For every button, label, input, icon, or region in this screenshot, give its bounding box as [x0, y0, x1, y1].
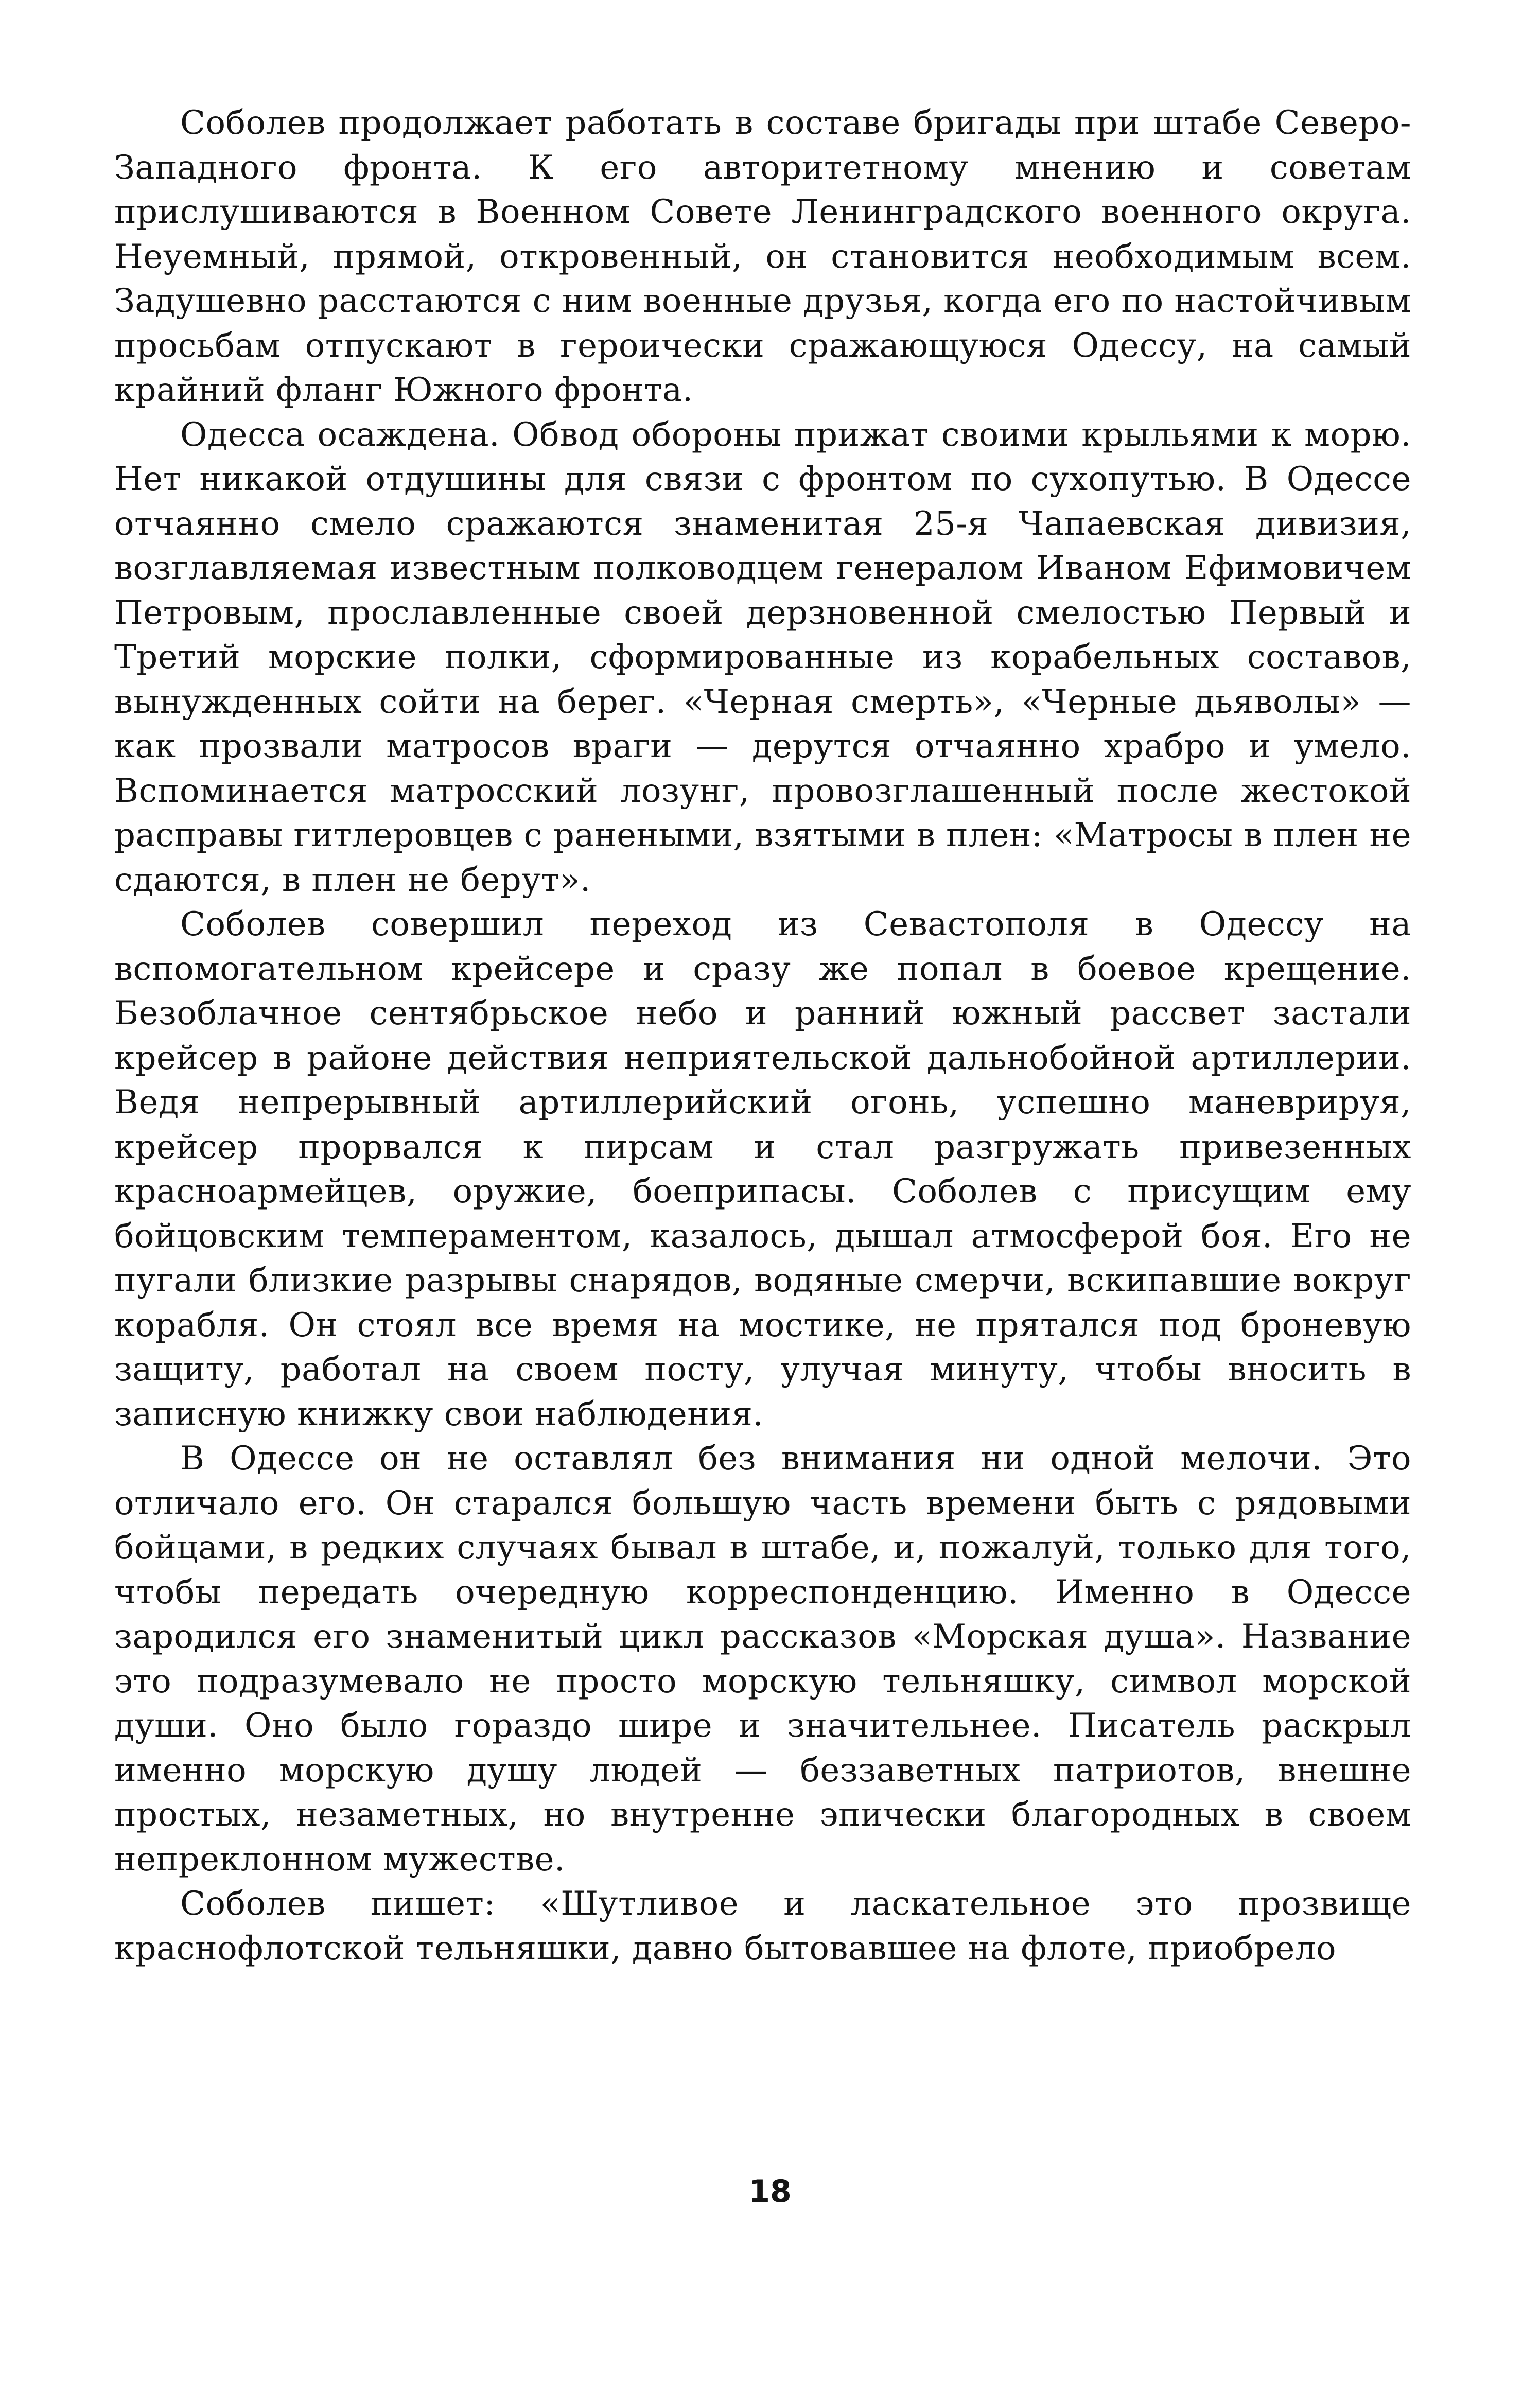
paragraph: Соболев пишет: «Шутливое и ласкательное это прозвище краснофлотской тельняшки, давно бытовавшее на флоте, приобрело	[114, 1885, 1411, 1968]
body-text	[114, 101, 1411, 1971]
paragraph: Соболев совершил переход из Севастополя в Одессу на вспомогательном крейсере и сразу же попал в боевое крещение. Безоблачное сентябрьское небо и ранний южный рассвет застали крейсер в районе действия неприятельской дальнобойной артиллерии. Ведя непрерывный артиллерийский огонь, успешно маневрируя, крейсер прорвался к пирсам и стал разгружать привезенных красноармейцев, оружие, боеприпасы. Соболев с присущим ему бойцовским темпераментом, казалось, дышал атмосферой боя. Его не пугали близкие разрывы снарядов, водяные смерчи, вскипавшие вокруг корабля. Он стоял все время на мостике, не прятался под броневую защиту, работал на своем посту, улучая минуту, чтобы вносить в записную книжку свои наблюдения.	[114, 905, 1411, 1433]
paragraph: В Одессе он не оставлял без внимания ни одной мелочи. Это отличало его. Он старался большую часть времени быть с рядовыми бойцами, в редких случаях бывал в штабе, и, пожалуй, только для того, чтобы передать очередную корреспонденцию. Именно в Одессе зародился его знаменитый цикл рассказов «Морская душа». Название это подразумевало не просто морскую тельняшку, символ морской души. Оно было гораздо шире и значительнее. Писатель раскрыл именно морскую душу людей — беззаветных патриотов, внешне простых, незаметных, но внутренне эпически благородных в своем непреклонном мужестве.	[114, 1440, 1411, 1879]
paragraph: Соболев продолжает работать в составе бригады при штабе Северо-Западного фронта. К его авторитетному мнению и советам прислушиваются в Военном Совете Ленинградского военного округа. Неуемный, прямой, откровенный, он становится необходимым всем. Задушевно расстаются с ним военные друзья, когда его по настойчивым просьбам отпускают в героически сражающуюся Одессу, на самый крайний фланг Южного фронта.	[114, 104, 1411, 409]
page-number: 18	[748, 2174, 792, 2210]
paragraph: Одесса осаждена. Обвод обороны прижат своими крыльями к морю. Нет никакой отдушины для связи с фронтом по сухопутью. В Одессе отчаянно смело сражаются знаменитая 25-я Чапаевская дивизия, возглавляемая известным полководцем генералом Иваном Ефимовичем Петровым, прославленные своей дерзновенной смелостью Первый и Третий морские полки, сформированные из корабельных составов, вынужденных сойти на берег. «Черная смерть», «Черные дьяволы» — как прозвали матросов враги — дерутся отчаянно храбро и умело. Вспоминается матросский лозунг, провозглашенный после жестокой расправы гитлеровцев с ранеными, взятыми в плен: «Матросы в плен не сдаются, в плен не берут».	[114, 415, 1411, 899]
